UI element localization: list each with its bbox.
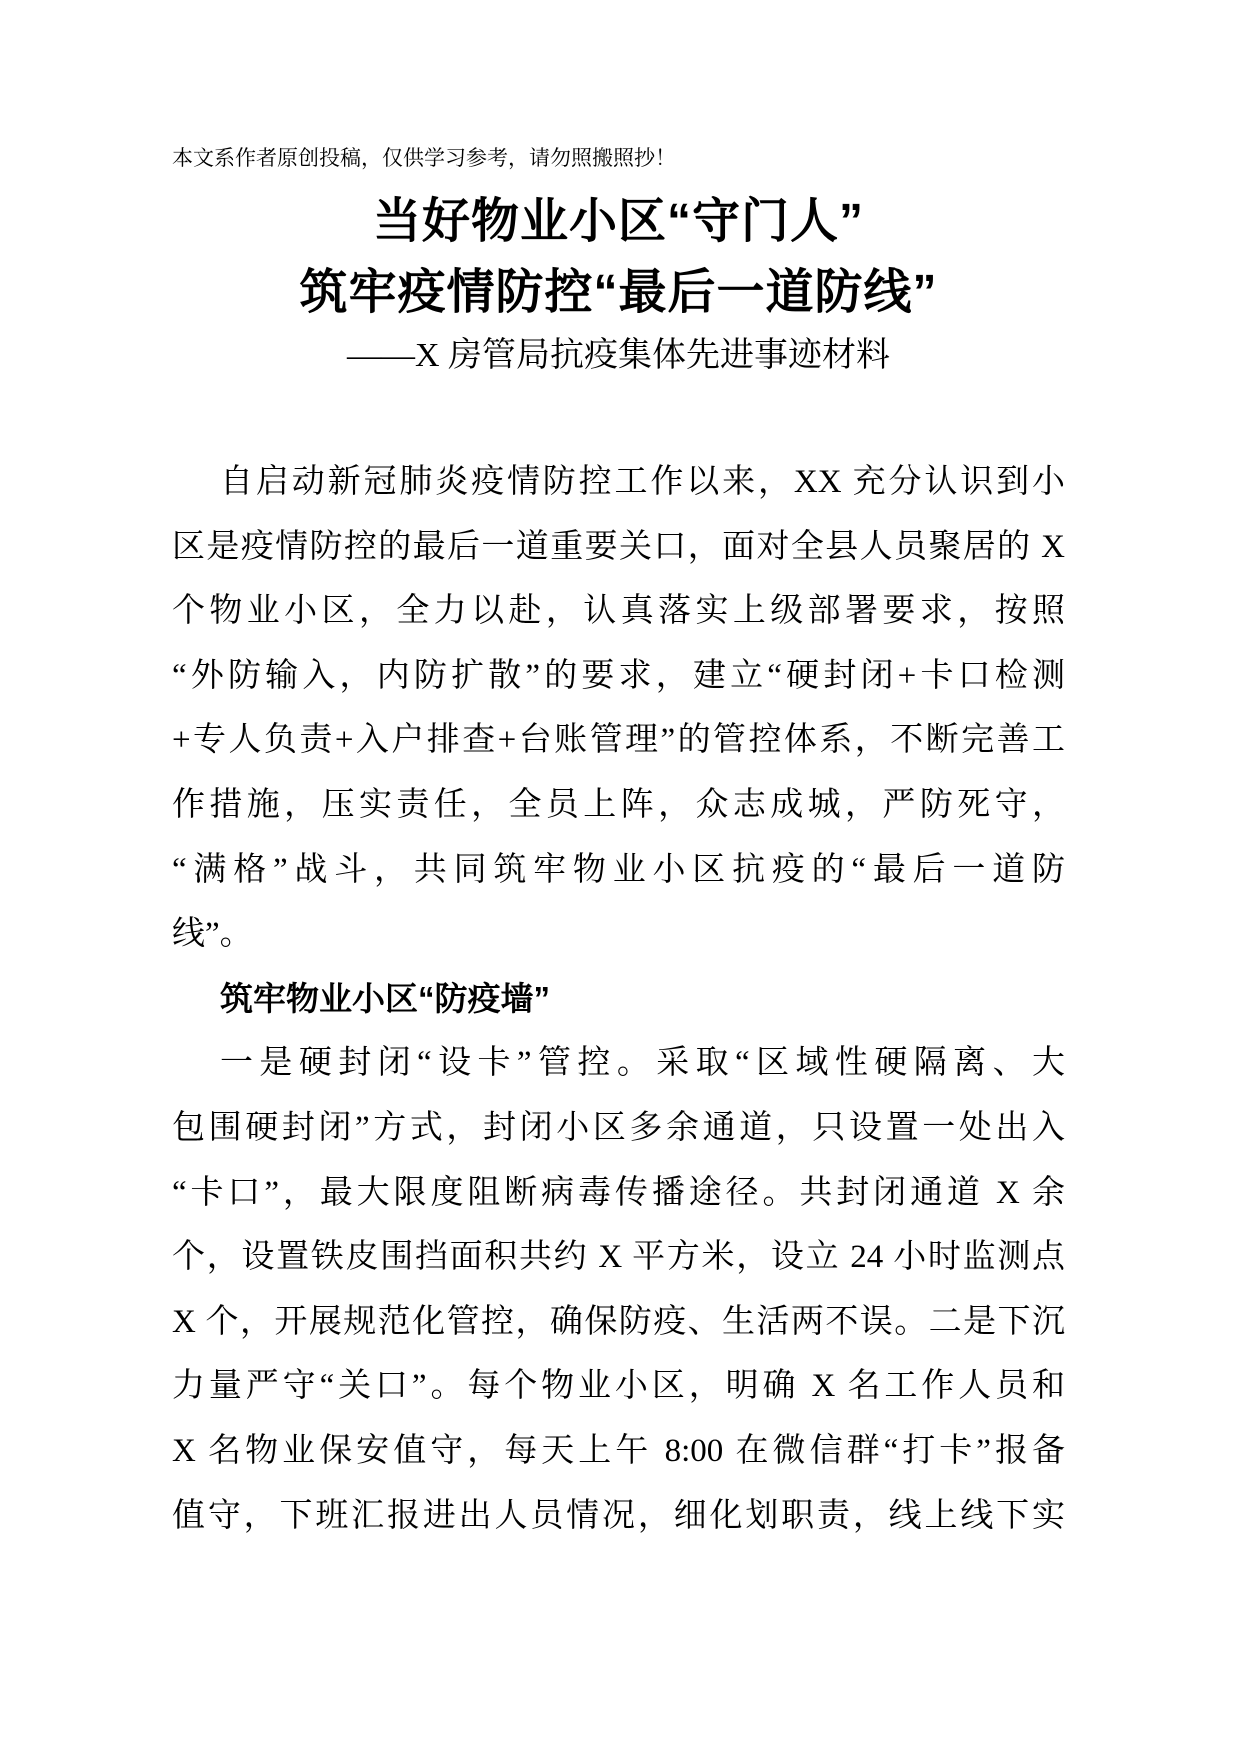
section-heading: 筑牢物业小区“防疫墙” xyxy=(220,979,550,1017)
text-line: “外防输入，内防扩散”的要求，建立“硬封闭+卡口检测 xyxy=(172,657,1065,694)
document-subtitle: ——X 房管局抗疫集体先进事迹材料 xyxy=(346,337,891,374)
author-disclaimer-note: 本文系作者原创投稿，仅供学习参考，请勿照搬照抄！ xyxy=(172,147,676,170)
document-title xyxy=(172,186,1065,328)
text-line: X 个，开展规范化管控，确保防疫、生活两不误。二是下沉 xyxy=(172,1303,1065,1340)
text-line: 个，设置铁皮围挡面积共约 X 平方米，设立 24 小时监测点 xyxy=(172,1239,1065,1276)
text-line: 自启动新冠肺炎疫情防控工作以来，XX 充分认识到小 xyxy=(220,464,1065,500)
document-body xyxy=(172,450,1065,1548)
text-line: +专人负责+入户排查+台账管理”的管控体系，不断完善工 xyxy=(172,722,1065,759)
text-line: 区是疫情防控的最后一道重要关口，面对全县人员聚居的 X xyxy=(172,528,1065,565)
text-line: X 名物业保安值守，每天上午 8:00 在微信群“打卡”报备 xyxy=(172,1432,1065,1469)
text-line: 包围硬封闭”方式，封闭小区多余通道，只设置一处出入 xyxy=(172,1109,1065,1146)
text-line: 个物业小区，全力以赴，认真落实上级部署要求，按照 xyxy=(172,593,1065,630)
text-line: 值守，下班汇报进出人员情况，细化划职责，线上线下实 xyxy=(172,1497,1065,1534)
title-line-2: 筑牢疫情防控“最后一道防线” xyxy=(299,266,938,319)
text-line: 线”。 xyxy=(172,916,253,953)
text-line: 一是硬封闭“设卡”管控。采取“区域性硬隔离、大 xyxy=(220,1045,1065,1082)
text-line: “卡口”，最大限度阻断病毒传播途径。共封闭通道 X 余 xyxy=(172,1174,1065,1211)
text-line: 作措施，压实责任，全员上阵，众志成城，严防死守， xyxy=(172,786,1065,823)
text-line: “满格”战斗，共同筑牢物业小区抗疫的“最后一道防 xyxy=(172,851,1065,888)
title-line-1: 当好物业小区“守门人” xyxy=(372,195,864,248)
text-line: 力量严守“关口”。每个物业小区，明确 X 名工作人员和 xyxy=(172,1368,1065,1405)
